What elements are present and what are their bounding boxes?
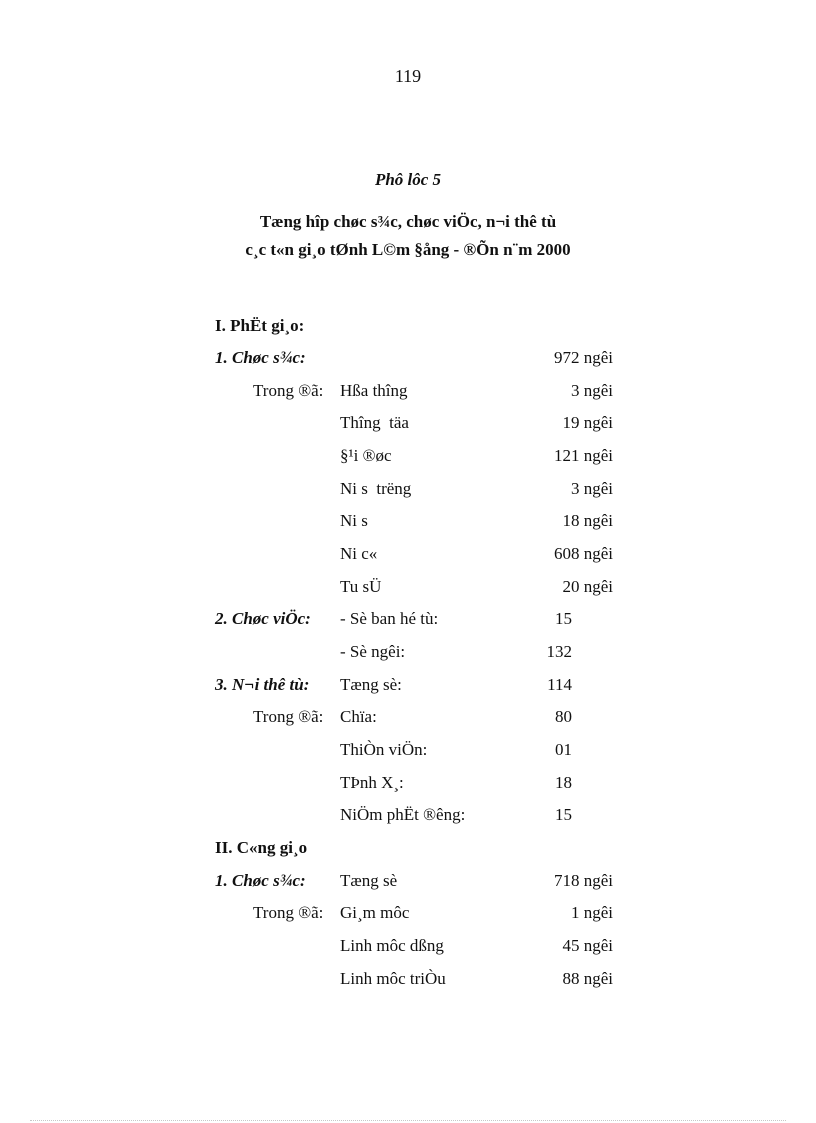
- subsection-heading: 1. Chøc s¾c:: [215, 348, 306, 367]
- subsection-total: 972 ngêi: [553, 348, 613, 367]
- table-row: [0, 642, 816, 666]
- row-label: Linh môc dßng: [340, 936, 444, 955]
- section-heading-row: [0, 838, 816, 862]
- table-row: [0, 969, 816, 993]
- row-prefix: Trong ®ã:: [253, 381, 324, 400]
- table-row: [0, 740, 816, 764]
- table-row: [0, 381, 816, 405]
- row-label: Ni c«: [340, 544, 378, 563]
- table-row: [0, 805, 816, 829]
- row-value: 15: [555, 805, 572, 824]
- row-label: Gi¸m môc: [340, 903, 410, 922]
- table-row: [0, 479, 816, 503]
- row-label: Ni s: [340, 511, 368, 530]
- row-label: TÞnh X¸:: [340, 773, 404, 792]
- row-value: 15: [555, 609, 572, 628]
- section-heading: II. C«ng gi¸o: [215, 838, 308, 857]
- row-value: 20 ngêi: [562, 577, 613, 596]
- row-value: 121 ngêi: [553, 446, 613, 465]
- row-label: - Sè ban hé tù:: [340, 609, 439, 628]
- table-row: [0, 544, 816, 568]
- table-row: [0, 903, 816, 927]
- subsection-row: [0, 609, 816, 633]
- row-label: Tæng sè: [340, 871, 398, 890]
- subsection-heading: 2. Chøc viÖc:: [215, 609, 311, 628]
- row-label: Hßa thîng: [340, 381, 408, 400]
- row-value: 18: [555, 773, 572, 792]
- row-value: 132: [546, 642, 572, 661]
- table-row: [0, 707, 816, 731]
- table-row: [0, 446, 816, 470]
- table-row: [0, 511, 816, 535]
- subsection-total: 718 ngêi: [553, 871, 613, 890]
- subsection-heading: 1. Chøc s¾c:: [215, 871, 306, 890]
- document-title-line-2: c¸c t«n gi¸o tØnh L©m §ång - ®Õn n¨m 2000: [245, 240, 571, 259]
- row-label: Linh môc triÒu: [340, 969, 446, 988]
- row-value: 1 ngêi: [570, 903, 613, 922]
- subsection-row: [0, 871, 816, 895]
- subsection-row: [0, 675, 816, 699]
- table-row: [0, 413, 816, 437]
- section-heading-row: [0, 316, 816, 340]
- row-prefix: Trong ®ã:: [253, 707, 324, 726]
- page-bottom-dotted-rule: [30, 1120, 786, 1121]
- row-label: Tu sÜ: [340, 577, 382, 596]
- subsection-heading: 3. N¬i thê tù:: [215, 675, 310, 694]
- row-value: 01: [555, 740, 572, 759]
- section-heading: I. PhËt gi¸o:: [215, 316, 305, 335]
- table-row: [0, 936, 816, 960]
- document-title-line-1: Tæng hîp chøc s¾c, chøc viÖc, n¬i thê tù: [259, 212, 557, 231]
- subsection-total: 114: [547, 675, 572, 694]
- row-value: 19 ngêi: [562, 413, 613, 432]
- annex-label: Phô lôc 5: [374, 170, 442, 189]
- row-label: Thîng täa: [340, 413, 409, 432]
- row-label: Chïa:: [340, 707, 377, 726]
- row-value: 45 ngêi: [562, 936, 613, 955]
- row-value: 3 ngêi: [570, 381, 613, 400]
- row-value: 3 ngêi: [570, 479, 613, 498]
- row-value: 608 ngêi: [553, 544, 613, 563]
- row-label: ThiÒn viÖn:: [340, 740, 428, 759]
- row-label: Ni s trëng: [340, 479, 412, 498]
- row-value: 88 ngêi: [562, 969, 613, 988]
- row-label: Tæng sè:: [340, 675, 402, 694]
- row-label: §¹i ®øc: [340, 446, 392, 465]
- row-value: 80: [555, 707, 572, 726]
- subsection-row: [0, 348, 816, 372]
- page-number: 119: [394, 66, 422, 86]
- table-row: [0, 577, 816, 601]
- row-value: 18 ngêi: [562, 511, 613, 530]
- table-row: [0, 773, 816, 797]
- row-label: - Sè ngêi:: [340, 642, 406, 661]
- row-label: NiÖm phËt ®êng:: [340, 805, 466, 824]
- row-prefix: Trong ®ã:: [253, 903, 324, 922]
